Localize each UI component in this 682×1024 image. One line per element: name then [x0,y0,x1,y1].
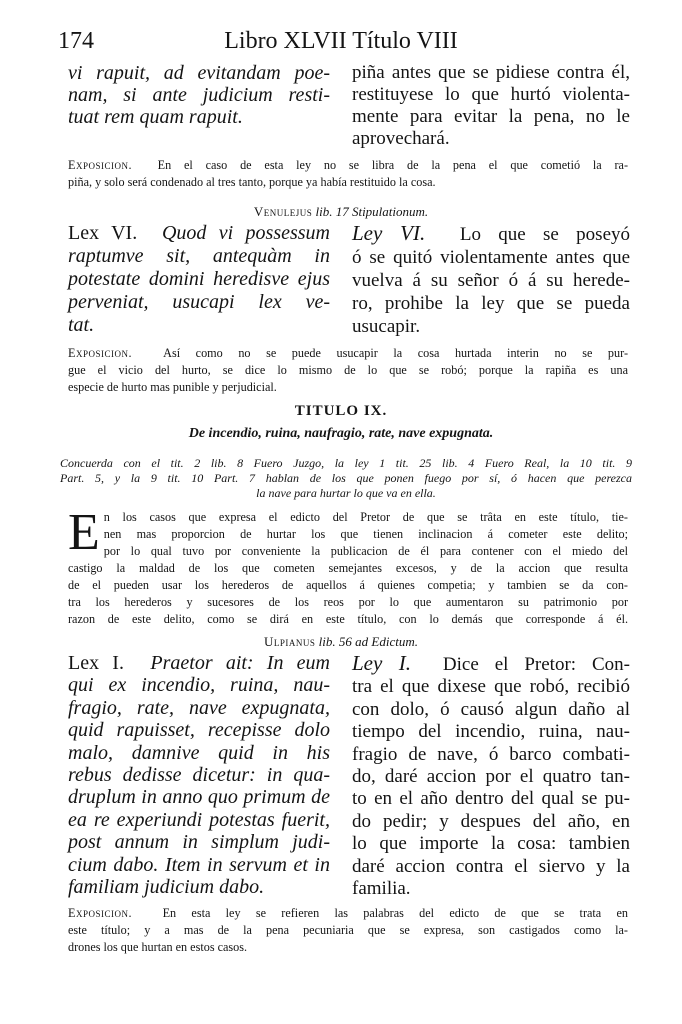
page-header [58,28,624,54]
source-reference: lib. 56 ad Edictum. [318,634,418,649]
intro-line: castigo la maldad de los que cometen semejantes excesos, y de la accion que resulta [68,561,628,575]
exposicion-text: En el caso de esta ley no se libra de la pena el que cometió la ra- [157,158,629,172]
latin-line: raptumve sit, antequàm in [68,245,330,267]
spanish-line: lo que importe la cosa: tambien [352,833,630,855]
spanish-line: tra el que dixese que robó, recibió [352,676,630,698]
spanish-line: restituyese lo que hurtó violenta- [352,84,630,105]
latin-line: nam, si ante judicium resti- [68,84,330,106]
spanish-line: do pedir; y despues del año, en [352,810,630,832]
latin-line: post annum in simplum judi- [68,831,330,854]
spanish-line: to en el año dentro del qual se pu- [352,788,630,810]
intro-line: razon de este delito, como se dirá en este título, con lo demás que corresponde á él. [68,612,628,626]
latin-line: malo, damnive quid in his [68,741,330,764]
top-two-columns [68,62,630,149]
lex-i-latin [68,652,330,898]
spanish-line: ro, prohibe la ley que se pueda [352,293,630,314]
exposicion-text: este título; y a mas de la pena pecuniaria que se expresa, son castigados como la- [68,923,628,937]
intro-line: tra los herederos y sucesores de los reos por lo que aumentaron su patrimonio por [68,595,628,609]
exposicion-3 [68,905,628,956]
concuerda-line: Concuerda con el tit. 2 lib. 8 Fuero Juzgo, la ley 1 tit. 25 lib. 4 Fuero Real, la 10 tit. 9 [60,456,632,470]
ley-label: Ley I. [352,651,412,675]
spanish-line: con dolo, ó causó algun daño al [352,698,630,720]
latin-line: qui ex incendio, ruina, nau- [68,674,330,697]
latin-line: fragio, rate, nave expugnata, [68,696,330,719]
exposicion-2 [68,345,628,396]
spanish-line: mente para evitar la pena, no le [352,106,630,127]
spanish-line: familia. [352,878,411,900]
intro-line: nen mas proporcion de hurtar los que tienen inclinacion á cometer este delito; [103,527,628,541]
latin-line: quid rapuisset, recepisse dolo [68,719,330,742]
lex-vi-latin [68,222,330,337]
source-author: Venulejus [253,204,313,219]
spanish-line: fragio de nave, ó barco combati- [352,743,630,765]
latin-line: tat. [68,314,95,336]
drop-cap: E [68,504,100,561]
exposicion-text: especie de hurto mas punible y perjudicial. [68,380,277,394]
exposicion-text: drones los que hurtan en estos casos. [68,940,248,954]
exposicion-text: Así como no se puede usucapir la cosa hurtada interin no se pur- [163,346,628,360]
intro-paragraph [68,504,628,628]
exposicion-text: gue el vicio del hurto, se dice lo mismo de lo que se robó; porque la rapiña es una [68,363,628,377]
lex-vi-spanish [352,222,630,338]
spanish-line: Dice el Pretor: Con- [442,654,630,675]
latin-line: potestate domini heredisve ejus [68,268,330,290]
latin-line: rebus dedisse dicetur: in qua- [68,764,330,787]
intro-line: de el pueden usar los herederos de aquellos á quienes competia; y tambien se da con- [68,578,628,592]
spanish-line: do, daré accion por el quatro tan- [352,766,630,788]
spanish-line: daré accion contra el siervo y la [352,855,630,877]
latin-line: druplum in anno quo primum de [68,786,330,809]
exposicion-text: piña, y solo será condenado al tres tanto, porque ya había restituido la cosa. [68,175,436,189]
source-reference: lib. 17 Stipulationum. [315,204,429,219]
latin-line: familiam judicium dabo. [68,876,265,899]
exposicion-label: Exposicion. [68,906,132,920]
concuerda-note [60,456,632,501]
latin-line: cium dabo. Item in servum et in [68,853,330,876]
spanish-line: usucapir. [352,316,421,337]
spanish-line: ó se quitó violentamente antes que [352,247,630,268]
latin-line: Quod vi possessum [161,222,330,244]
concuerda-line: la nave para hurtar lo que va en ella. [256,486,436,500]
latin-line: ea re experiundi potestas fuerit, [68,808,330,831]
lex-label: Lex VI. [68,222,138,244]
titulo-subtitle: De incendio, ruina, naufragio, rate, nave expugnata. [188,426,494,441]
latin-line: Praetor ait: In eum [150,652,330,674]
spanish-line: Lo que se poseyó [459,224,630,245]
ley-label: Ley VI. [352,221,426,245]
lex-label: Lex I. [68,652,124,674]
lex-i-spanish [352,652,630,900]
spanish-line: vuelva á su señor ó á su herede- [352,270,630,291]
exposicion-label: Exposicion. [68,158,132,172]
latin-line: perveniat, usucapi lex ve- [68,291,330,313]
latin-continuation [68,62,330,128]
exposicion-text: En esta ley se refieren las palabras del edicto de que se trata en [162,906,628,920]
spanish-line: piña antes que se pidiese contra él, [352,62,630,83]
page-number: 174 [58,28,94,54]
latin-line: vi rapuit, ad evitandam poe- [68,62,330,84]
source-venulejus [0,204,682,220]
latin-line: tuat rem quam rapuit. [68,106,243,128]
lex-i-section [68,652,628,904]
running-title: Libro XLVII Título VIII [224,28,458,54]
titulo-heading: TITULO IX. [294,403,388,419]
concuerda-line: Part. 5, y la 9 tit. 10 Part. 7 hablan de los que ponen fuego por sí, ó hacen que perezca [60,471,632,485]
intro-line: por lo qual tuvo por conveniente la publicacion de él para contener con el miedo del [103,544,628,558]
intro-line: n los casos que expresa el edicto del Pretor de que se trâta en este título, tie- [103,510,628,524]
source-author: Ulpianus [264,634,316,649]
spanish-continuation [352,62,630,150]
exposicion-1 [68,157,628,191]
spanish-line: aprovechará. [352,128,450,149]
spanish-line: tiempo del incendio, ruina, nau- [352,721,630,743]
lex-vi-section [68,222,628,340]
exposicion-label: Exposicion. [68,346,132,360]
source-ulpianus [0,634,682,650]
